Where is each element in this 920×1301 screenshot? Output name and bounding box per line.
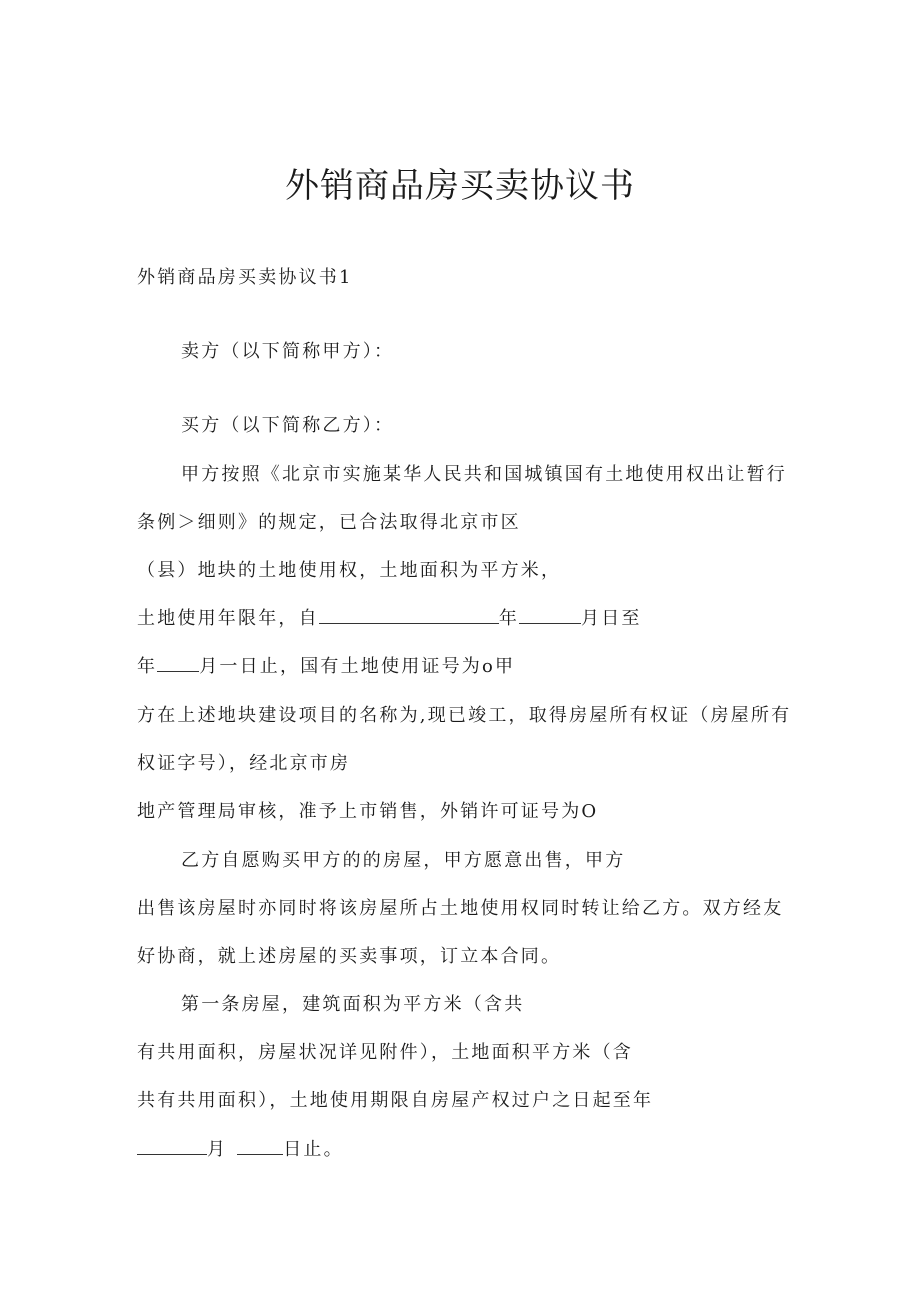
year-text: 年: [137, 656, 158, 677]
paragraph-line: 方在上述地块建设项目的名称为,现已竣工，取得房屋所有权证（房屋所有: [137, 705, 792, 726]
article-1-line: 第一条房屋，建筑面积为平方米（含共: [181, 994, 525, 1015]
seller-line: 卖方（以下简称甲方）：: [181, 341, 395, 362]
land-term-line: [137, 607, 642, 631]
paragraph-line: （县）地块的土地使用权，土地面积为平方米，: [137, 560, 562, 581]
land-certificate-text: 月一日止，国有土地使用证号为o甲: [199, 656, 516, 677]
document-title: 外销商品房买卖协议书: [285, 166, 635, 206]
blank-field: [519, 607, 581, 624]
month-text: 月日至: [581, 608, 642, 629]
paragraph-line: 乙方自愿购买甲方的的房屋，甲方愿意出售，甲方: [181, 850, 626, 871]
year-text: 年: [498, 608, 520, 629]
blank-field: [319, 607, 499, 624]
paragraph-line: 好协商，就上述房屋的买卖事项，订立本合同。: [137, 946, 562, 967]
land-end-line: [137, 655, 515, 679]
day-end-text: 日止。: [283, 1139, 344, 1160]
document-subtitle: 外销商品房买卖协议书1: [137, 267, 353, 288]
blank-field: [157, 655, 199, 672]
paragraph-line: 地产管理局审核，准予上市销售，外销许可证号为O: [137, 801, 599, 822]
paragraph-line: 出售该房屋时亦同时将该房屋所占土地使用权同时转让给乙方。双方经友: [137, 898, 784, 919]
paragraph-line: 甲方按照《北京市实施某华人民共和国城镇国有土地使用权出让暂行: [181, 464, 787, 485]
blank-field: [137, 1138, 207, 1155]
term-end-line: [137, 1138, 344, 1162]
buyer-line: 买方（以下简称乙方）：: [181, 415, 395, 436]
paragraph-line: 有共用面积，房屋状况详见附件），土地面积平方米（含: [137, 1042, 633, 1063]
paragraph-line: 条例＞细则》的规定，已合法取得北京市区: [137, 512, 521, 533]
paragraph-line: 权证字号），经北京市房: [137, 753, 351, 774]
land-term-text: 土地使用年限年，自: [137, 608, 319, 629]
blank-field: [237, 1138, 283, 1155]
month-text: 月: [207, 1139, 228, 1160]
paragraph-line: 共有共用面积），土地使用期限自房屋产权过户之日起至年: [137, 1090, 654, 1111]
